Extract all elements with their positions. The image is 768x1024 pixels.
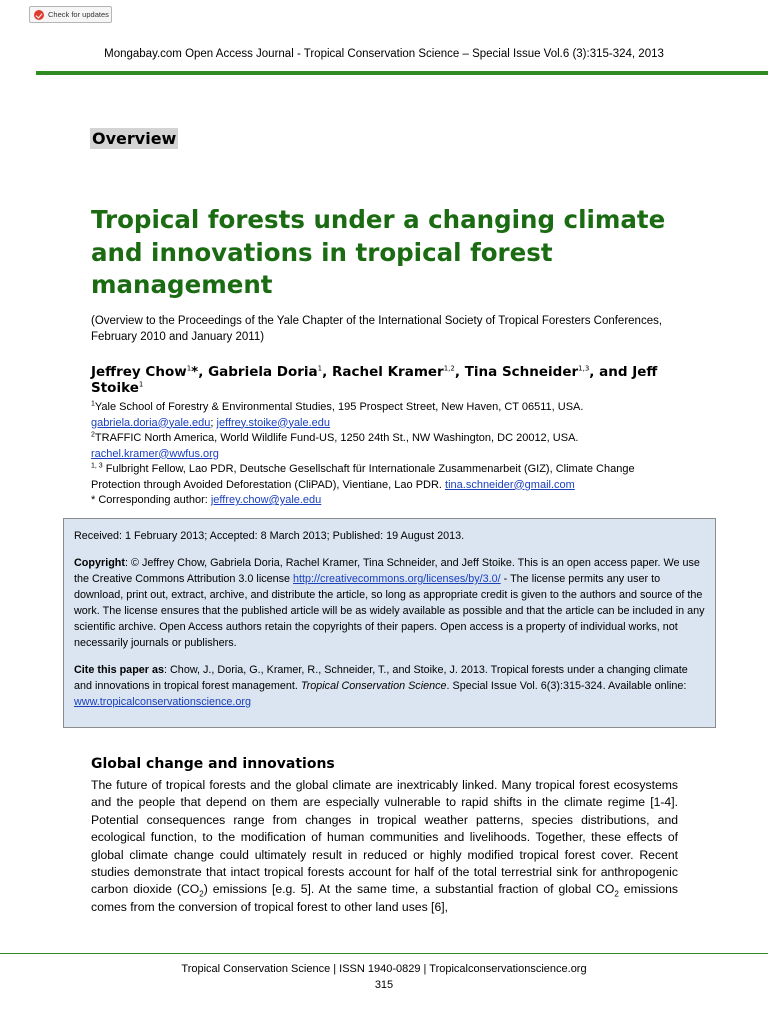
license-link[interactable]: http://creativecommons.org/licenses/by/3.0/ <box>293 573 501 585</box>
author-affiliation-sup: 1,3 <box>578 364 590 373</box>
affiliation-text: Fulbright Fellow, Lao PDR, Deutsche Gesellschaft für Internationale Zusammenarbeit (GIZ), Climate Change <box>102 463 635 475</box>
affiliation-text: Protection through Avoided Deforestation (CliPAD), Vientiane, Lao PDR. <box>91 478 446 491</box>
footer-journal-info: Tropical Conservation Science | ISSN 1940-0829 | Tropicalconservationscience.org <box>181 963 587 975</box>
affiliation-sup: 1, 3 <box>91 462 103 470</box>
corresponding-author <box>91 493 681 509</box>
paragraph <box>91 777 678 916</box>
paragraph-text: ) emissions [e.g. 5]. At the same time, a substantial fraction of global CO <box>203 882 615 897</box>
author-name: Jeff Stoike <box>91 364 658 396</box>
affiliation-1 <box>91 400 681 416</box>
affiliation-3-cont <box>91 478 681 494</box>
citation-text: . Special Issue Vol. 6(3):315-324. Available online: <box>446 680 687 692</box>
citation-label: Cite this paper as <box>74 664 165 676</box>
check-for-updates-badge[interactable] <box>29 6 112 23</box>
citation-text: : Chow, J., Doria, G., Kramer, R., Schneider, T., and Stoike, J. 2013. Tropical forests under a changing climate and innovations in tropical forest management. <box>74 664 688 692</box>
author-list <box>91 364 691 396</box>
section-heading: Global change and innovations <box>91 756 335 772</box>
page-footer <box>0 961 768 993</box>
article-type-label: Overview <box>92 129 177 148</box>
affiliation-2 <box>91 431 681 447</box>
affiliation-3 <box>91 462 681 478</box>
corresponding-author-label: * Corresponding author: <box>91 494 211 506</box>
author-affiliation-sup: 1 <box>186 364 192 373</box>
subscript: 2 <box>614 889 619 899</box>
copyright-text: : © Jeffrey Chow, Gabriela Doria, Rachel Kramer, Tina Schneider, and Jeff Stoike. This is an open access paper. We use the Creative Commons Attribution 3.0 license <box>74 557 700 585</box>
author-affiliation-sup: 1,2 <box>443 364 455 373</box>
article-subtitle: (Overview to the Proceedings of the Yale Chapter of the International Society of Tropical Foresters Conferences, February 2010 and January 2011) <box>91 315 663 343</box>
affiliation-1-emails <box>91 416 681 432</box>
copyright-label: Copyright <box>74 557 125 569</box>
paragraph-text: emissions comes from the conversion of tropical forest to other land uses [6], <box>91 882 678 914</box>
author-separator: , <box>322 364 332 380</box>
author-affiliation-sup: 1 <box>138 380 144 389</box>
email-separator: ; <box>210 416 217 429</box>
email-link-doria[interactable]: gabriela.doria@yale.edu <box>91 416 211 429</box>
citation-journal: Tropical Conservation Science <box>300 680 447 692</box>
body-text <box>91 777 678 916</box>
subscript: 2 <box>199 889 204 899</box>
copyright-text: - The license permits any user to download, print out, extract, archive, and distribute the article, so long as appropriate credit is given to the authors and source of the work. The license ensures that the published article will be as widely available as possible and that the article can be included in any scientific archive. Open Access authors retain the copyrights of their papers. Open access is a property of individual works, not necessarily journals or publishers. <box>74 573 705 649</box>
author-name: Tina Schneider <box>464 364 579 380</box>
affiliation-sup: 2 <box>91 431 95 439</box>
header-rule <box>36 71 768 75</box>
copyright-notice <box>74 555 705 651</box>
email-link-schneider[interactable]: tina.schneider@gmail.com <box>445 478 575 491</box>
author-name: Rachel Kramer <box>331 364 444 380</box>
running-header: Mongabay.com Open Access Journal - Tropical Conservation Science – Special Issue Vol.6 (3):315-324, 2013 <box>104 48 664 60</box>
author-affiliation-sup: 1 <box>317 364 323 373</box>
email-link-kramer[interactable]: rachel.kramer@wwfus.org <box>91 447 219 460</box>
footer-rule <box>0 953 768 954</box>
affiliation-text: Yale School of Forestry & Environmental Studies, 195 Prospect Street, New Haven, CT 06511, USA. <box>94 401 584 413</box>
affiliation-sup: 1 <box>91 400 95 408</box>
check-icon <box>34 10 44 20</box>
author-separator: , and <box>589 364 633 380</box>
email-link-stoike[interactable]: jeffrey.stoike@yale.edu <box>216 416 331 429</box>
author-name: Gabriela Doria <box>208 364 318 380</box>
affiliation-2-email <box>91 447 681 463</box>
citation <box>74 662 705 710</box>
affiliation-text: TRAFFIC North America, World Wildlife Fund-US, 1250 24th St., NW Washington, DC 20012, USA. <box>94 432 579 444</box>
page-number: 315 <box>374 979 394 991</box>
article-dates: Received: 1 February 2013; Accepted: 8 March 2013; Published: 19 August 2013. <box>74 530 465 542</box>
author-separator: *, <box>191 364 209 380</box>
journal-website-link[interactable]: www.tropicalconservationscience.org <box>74 696 252 708</box>
article-title: Tropical forests under a changing climate and innovations in tropical forest management <box>91 205 666 299</box>
author-separator: , <box>454 364 465 380</box>
check-for-updates-label: Check for updates <box>48 10 109 19</box>
email-link-chow[interactable]: jeffrey.chow@yale.edu <box>210 494 322 506</box>
article-info-box <box>63 518 716 728</box>
paragraph-text: The future of tropical forests and the global climate are inextricably linked. Many tropical forest ecosystems and the people that depend on them are especially vulnerable to rapid shifts in the climate regime [1-4]. Potential consequences range from changes in tropical weather patterns, species distributions, and ecological function, to the modification of human communities and livelihoods. Together, these effects of global climate change could ultimately result in reduced or highly modified tropical forest cover. Recent studies demonstrate that intact tropical forests account for half of the total terrestrial sink for anthropogenic carbon dioxide (CO <box>91 778 678 897</box>
author-name: Jeffrey Chow <box>91 364 187 380</box>
affiliations <box>91 400 681 509</box>
